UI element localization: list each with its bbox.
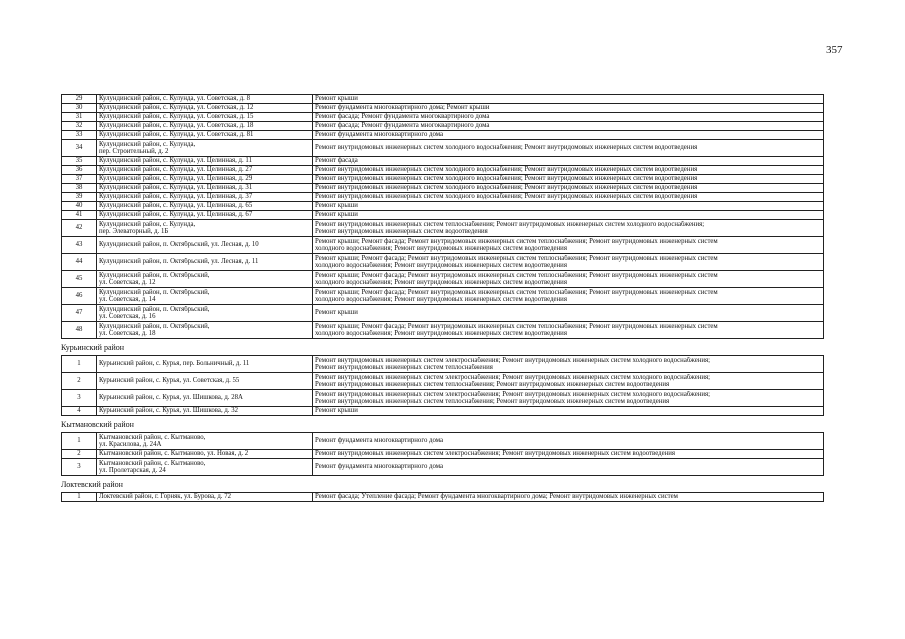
work-line: Ремонт фундамента многоквартирного дома <box>315 463 444 471</box>
work-line: Ремонт крыши <box>315 211 358 219</box>
work-line: холодного водоснабжения; Ремонт внутридомовых инженерных систем водоотведения <box>315 296 567 303</box>
work-line: Ремонт внутридомовых инженерных систем теплоснабжения; Ремонт внутридомовых инженерных систем водоотведения <box>315 398 670 405</box>
work-cell <box>313 166 824 175</box>
work-line: Ремонт внутридомовых инженерных систем электроснабжения; Ремонт внутридомовых инженерных систем водоотведения <box>315 450 675 458</box>
work-line: Ремонт крыши; Ремонт фасада; Ремонт внутридомовых инженерных систем теплоснабжения; Ремонт внутридомовых инженерных систем <box>315 254 718 262</box>
row-number: 43 <box>62 237 97 254</box>
row-number: 38 <box>62 184 97 193</box>
row-number: 34 <box>62 140 97 157</box>
address-line: ул. Красилова, д. 24А <box>99 441 162 448</box>
table-row <box>62 104 824 113</box>
work-cell <box>313 459 824 476</box>
work-cell <box>313 493 824 502</box>
row-number: 1 <box>62 493 97 502</box>
works-table <box>61 492 824 502</box>
work-line: Ремонт внутридомовых инженерных систем холодного водоснабжения; Ремонт внутридомовых инженерных систем водоотведения <box>315 175 698 183</box>
address-cell <box>97 450 313 459</box>
row-number: 30 <box>62 104 97 113</box>
address-cell <box>97 271 313 288</box>
work-line: Ремонт внутридомовых инженерных систем электроснабжения; Ремонт внутридомовых инженерных систем холодного водоснабжения; <box>315 390 711 398</box>
district-heading: Кытмановский район <box>61 420 134 429</box>
address-line: Курьинский район, с. Курья, ул. Советская, д. 55 <box>99 377 240 385</box>
work-line: холодного водоснабжения; Ремонт внутридомовых инженерных систем водоотведения <box>315 262 567 269</box>
address-cell <box>97 157 313 166</box>
work-line: холодного водоснабжения; Ремонт внутридомовых инженерных систем водоотведения <box>315 279 567 286</box>
table-row <box>62 407 824 416</box>
row-number: 42 <box>62 220 97 237</box>
table-row <box>62 220 824 237</box>
work-cell <box>313 184 824 193</box>
work-line: Ремонт крыши; Ремонт фасада; Ремонт внутридомовых инженерных систем теплоснабжения; Ремонт внутридомовых инженерных систем <box>315 322 718 330</box>
address-cell <box>97 493 313 502</box>
table-row <box>62 184 824 193</box>
address-line: Курьинский район, с. Курья, пер. Больничный, д. 11 <box>99 360 250 368</box>
work-line: Ремонт крыши <box>315 202 358 210</box>
work-line: Ремонт внутридомовых инженерных систем теплоснабжения; Ремонт внутридомовых инженерных систем холодного водоснабжения; <box>315 220 705 228</box>
work-line: Ремонт внутридомовых инженерных систем холодного водоснабжения; Ремонт внутридомовых инженерных систем водоотведения <box>315 144 698 152</box>
work-cell <box>313 95 824 104</box>
address-line: Курьинский район, с. Курья, ул. Шишкова, д. 28А <box>99 394 243 402</box>
work-cell <box>313 131 824 140</box>
table-row <box>62 122 824 131</box>
work-line: Ремонт внутридомовых инженерных систем водоотведения <box>315 228 488 235</box>
work-line: Ремонт крыши <box>315 407 358 415</box>
table-row <box>62 131 824 140</box>
table-row <box>62 459 824 476</box>
address-line: Кулундинский район, с. Кулунда, ул. Целинная, д. 37 <box>99 193 253 201</box>
address-line: пер. Строительный, д. 2 <box>99 148 169 155</box>
row-number: 39 <box>62 193 97 202</box>
table-row <box>62 237 824 254</box>
row-number: 1 <box>62 433 97 450</box>
work-cell <box>313 407 824 416</box>
address-cell <box>97 288 313 305</box>
work-line: Ремонт внутридомовых инженерных систем теплоснабжения; Ремонт внутридомовых инженерных систем водоотведения <box>315 381 670 388</box>
work-cell <box>313 237 824 254</box>
table-row <box>62 175 824 184</box>
row-number: 46 <box>62 288 97 305</box>
address-cell <box>97 356 313 373</box>
work-cell <box>313 433 824 450</box>
work-cell <box>313 288 824 305</box>
table-row <box>62 166 824 175</box>
row-number: 44 <box>62 254 97 271</box>
address-cell <box>97 122 313 131</box>
address-line: Кулундинский район, с. Кулунда, ул. Целинная, д. 27 <box>99 166 253 174</box>
work-line: Ремонт фасада; Ремонт фундамента многоквартирного дома <box>315 113 490 121</box>
work-cell <box>313 390 824 407</box>
address-line: Кулундинский район, с. Кулунда, ул. Целинная, д. 11 <box>99 157 252 165</box>
address-line: Кытмановский район, с. Кытманово, <box>99 459 206 467</box>
work-cell <box>313 356 824 373</box>
row-number: 1 <box>62 356 97 373</box>
row-number: 2 <box>62 373 97 390</box>
address-cell <box>97 113 313 122</box>
work-line: Ремонт фасада <box>315 157 358 165</box>
row-number: 33 <box>62 131 97 140</box>
address-line: Кулундинский район, п. Октябрьский, <box>99 271 210 279</box>
address-line: Кулундинский район, с. Кулунда, ул. Советская, д. 15 <box>99 113 254 121</box>
table-row <box>62 450 824 459</box>
address-cell <box>97 131 313 140</box>
row-number: 36 <box>62 166 97 175</box>
table-row <box>62 390 824 407</box>
address-line: Кулундинский район, с. Кулунда, ул. Целинная, д. 31 <box>99 184 253 192</box>
work-cell <box>313 322 824 339</box>
row-number: 3 <box>62 459 97 476</box>
row-number: 4 <box>62 407 97 416</box>
address-line: Кулундинский район, с. Кулунда, ул. Советская, д. 81 <box>99 131 254 139</box>
work-line: холодного водоснабжения; Ремонт внутридомовых инженерных систем водоотведения <box>315 330 567 337</box>
work-cell <box>313 140 824 157</box>
row-number: 45 <box>62 271 97 288</box>
table-row <box>62 433 824 450</box>
table-row <box>62 493 824 502</box>
work-line: Ремонт крыши <box>315 95 358 103</box>
table-row <box>62 202 824 211</box>
row-number: 3 <box>62 390 97 407</box>
work-cell <box>313 305 824 322</box>
table-row <box>62 288 824 305</box>
work-line: Ремонт крыши; Ремонт фасада; Ремонт внутридомовых инженерных систем теплоснабжения; Ремонт внутридомовых инженерных систем <box>315 271 718 279</box>
work-cell <box>313 175 824 184</box>
work-cell <box>313 157 824 166</box>
address-cell <box>97 305 313 322</box>
address-line: Кулундинский район, п. Октябрьский, ул. Лесная, д. 11 <box>99 258 259 266</box>
address-line: ул. Советская, д. 18 <box>99 330 156 337</box>
address-line: Кулундинский район, с. Кулунда, ул. Целинная, д. 65 <box>99 202 253 210</box>
address-cell <box>97 202 313 211</box>
address-line: ул. Советская, д. 14 <box>99 296 156 303</box>
work-line: Ремонт фундамента многоквартирного дома <box>315 437 444 445</box>
address-line: Кулундинский район, с. Кулунда, ул. Советская, д. 12 <box>99 104 254 112</box>
table-row <box>62 211 824 220</box>
table-row <box>62 322 824 339</box>
address-cell <box>97 237 313 254</box>
row-number: 47 <box>62 305 97 322</box>
row-number: 32 <box>62 122 97 131</box>
address-cell <box>97 254 313 271</box>
work-line: Ремонт внутридомовых инженерных систем электроснабжения; Ремонт внутридомовых инженерных систем холодного водоснабжения; <box>315 373 711 381</box>
work-cell <box>313 211 824 220</box>
address-cell <box>97 373 313 390</box>
table-row <box>62 271 824 288</box>
work-cell <box>313 193 824 202</box>
address-cell <box>97 184 313 193</box>
address-line: ул. Советская, д. 16 <box>99 313 156 320</box>
work-line: Ремонт крыши <box>315 309 358 317</box>
table-row <box>62 157 824 166</box>
address-cell <box>97 95 313 104</box>
table-row <box>62 140 824 157</box>
address-line: Кытмановский район, с. Кытманово, <box>99 433 206 441</box>
work-cell <box>313 122 824 131</box>
work-line: Ремонт фундамента многоквартирного дома; Ремонт крыши <box>315 104 490 112</box>
address-cell <box>97 140 313 157</box>
row-number: 48 <box>62 322 97 339</box>
row-number: 37 <box>62 175 97 184</box>
table-row <box>62 254 824 271</box>
table-row <box>62 113 824 122</box>
work-line: Ремонт внутридомовых инженерных систем холодного водоснабжения; Ремонт внутридомовых инженерных систем водоотведения <box>315 193 698 201</box>
address-line: Кытмановский район, с. Кытманово, ул. Новая, д. 2 <box>99 450 249 458</box>
address-line: Кулундинский район, п. Октябрьский, <box>99 322 210 330</box>
work-cell <box>313 373 824 390</box>
work-cell <box>313 254 824 271</box>
works-register <box>61 94 824 502</box>
address-line: пер. Элеваторный, д. 1Б <box>99 228 169 235</box>
work-cell <box>313 104 824 113</box>
work-line: Ремонт внутридомовых инженерных систем теплоснабжения <box>315 364 493 371</box>
row-number: 35 <box>62 157 97 166</box>
work-line: Ремонт крыши; Ремонт фасада; Ремонт внутридомовых инженерных систем теплоснабжения; Ремонт внутридомовых инженерных систем <box>315 288 718 296</box>
works-table <box>61 94 824 339</box>
address-line: Кулундинский район, п. Октябрьский, ул. Лесная, д. 10 <box>99 241 259 249</box>
address-line: Кулундинский район, п. Октябрьский, <box>99 288 210 296</box>
address-cell <box>97 407 313 416</box>
work-line: Ремонт крыши; Ремонт фасада; Ремонт внутридомовых инженерных систем теплоснабжения; Ремонт внутридомовых инженерных систем <box>315 237 718 245</box>
row-number: 40 <box>62 202 97 211</box>
work-line: Ремонт внутридомовых инженерных систем холодного водоснабжения; Ремонт внутридомовых инженерных систем водоотведения <box>315 166 698 174</box>
row-number: 2 <box>62 450 97 459</box>
address-line: Кулундинский район, с. Кулунда, ул. Советская, д. 8 <box>99 95 250 103</box>
works-table <box>61 432 824 476</box>
address-cell <box>97 211 313 220</box>
work-cell <box>313 271 824 288</box>
work-cell <box>313 113 824 122</box>
address-line: Локтевский район, г. Горняк, ул. Бурова, д. 72 <box>99 493 232 501</box>
row-number: 29 <box>62 95 97 104</box>
table-row <box>62 305 824 322</box>
page-number: 357 <box>826 44 843 56</box>
address-cell <box>97 322 313 339</box>
address-cell <box>97 166 313 175</box>
address-cell <box>97 459 313 476</box>
address-line: Кулундинский район, с. Кулунда, <box>99 220 196 228</box>
table-row <box>62 356 824 373</box>
work-line: Ремонт внутридомовых инженерных систем электроснабжения; Ремонт внутридомовых инженерных систем холодного водоснабжения; <box>315 356 711 364</box>
address-line: ул. Пролетарская, д. 24 <box>99 467 166 474</box>
work-line: Ремонт фундамента многоквартирного дома <box>315 131 444 139</box>
address-cell <box>97 104 313 113</box>
work-line: Ремонт фасада; Утепление фасада; Ремонт фундамента многоквартирного дома; Ремонт внутридомовых инженерных систем <box>315 493 678 501</box>
address-cell <box>97 193 313 202</box>
work-line: холодного водоснабжения; Ремонт внутридомовых инженерных систем водоотведения <box>315 245 567 252</box>
address-line: ул. Советская, д. 12 <box>99 279 156 286</box>
district-heading: Локтевский район <box>61 480 123 489</box>
table-row <box>62 193 824 202</box>
address-line: Кулундинский район, п. Октябрьский, <box>99 305 210 313</box>
address-cell <box>97 220 313 237</box>
address-cell <box>97 175 313 184</box>
address-line: Кулундинский район, с. Кулунда, ул. Целинная, д. 29 <box>99 175 253 183</box>
address-cell <box>97 390 313 407</box>
work-cell <box>313 220 824 237</box>
work-line: Ремонт фасада; Ремонт фундамента многоквартирного дома <box>315 122 490 130</box>
works-table <box>61 355 824 416</box>
district-heading: Курьинский район <box>61 343 125 352</box>
row-number: 41 <box>62 211 97 220</box>
address-line: Кулундинский район, с. Кулунда, <box>99 140 196 148</box>
table-row <box>62 373 824 390</box>
address-line: Кулундинский район, с. Кулунда, ул. Советская, д. 18 <box>99 122 254 130</box>
work-cell <box>313 450 824 459</box>
work-line: Ремонт внутридомовых инженерных систем холодного водоснабжения; Ремонт внутридомовых инженерных систем водоотведения <box>315 184 698 192</box>
address-line: Курьинский район, с. Курья, ул. Шишкова, д. 32 <box>99 407 238 415</box>
address-line: Кулундинский район, с. Кулунда, ул. Целинная, д. 67 <box>99 211 253 219</box>
address-cell <box>97 433 313 450</box>
row-number: 31 <box>62 113 97 122</box>
work-cell <box>313 202 824 211</box>
table-row <box>62 95 824 104</box>
